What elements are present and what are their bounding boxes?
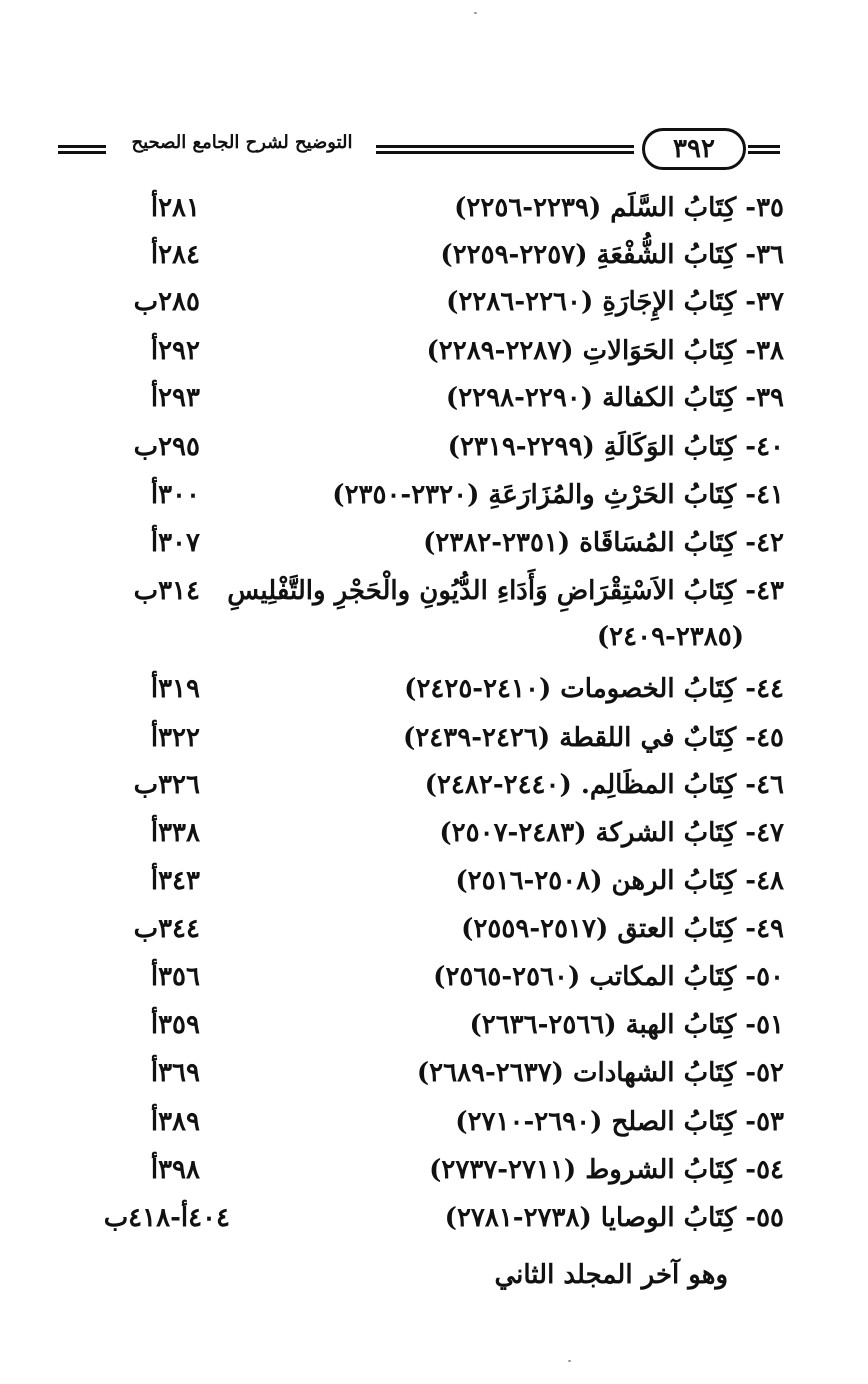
entry-title: ٤٢- كِتَابُ المُسَاقَاة (٢٣٥١-٢٣٨٢) <box>423 528 784 558</box>
toc-entry <box>60 424 784 470</box>
entry-folio: ٣٠٧أ <box>150 528 200 558</box>
entry-folio: ٢٩٢أ <box>150 336 200 366</box>
entry-title: ٣٥- كِتَابُ السَّلَم (٢٢٣٩-٢٢٥٦) <box>454 193 784 223</box>
header-rule-left <box>58 145 106 154</box>
entry-folio: ٣٣٨أ <box>150 818 200 848</box>
entry-title: ٤٥- كِتَابٌ في اللقطة (٢٤٢٦-٢٤٣٩) <box>403 723 784 753</box>
running-header <box>58 128 780 178</box>
toc-entry <box>60 1050 784 1096</box>
entry-title: ٥١- كِتَابُ الهبة (٢٥٦٦-٢٦٣٦) <box>469 1010 784 1040</box>
entry-folio: ٢٩٣أ <box>150 383 200 413</box>
entry-folio: ٣٠٠أ <box>150 480 200 510</box>
entry-title: ٣٧- كِتَابُ الإِجَارَةِ (٢٢٦٠-٢٢٨٦) <box>446 287 784 317</box>
toc-entry <box>60 906 784 952</box>
entry-folio: ٣٤٣أ <box>150 866 200 896</box>
entry-title: ٥٤- كِتَابُ الشروط (٢٧١١-٢٧٣٧) <box>429 1155 784 1185</box>
entry-title: ٥٢- كِتَابُ الشهادات (٢٦٣٧-٢٦٨٩) <box>416 1058 784 1088</box>
entry-title <box>204 568 784 660</box>
toc-entry <box>60 954 784 1000</box>
entry-folio: ٢٨١أ <box>150 193 200 223</box>
entry-title: ٥٠- كِتَابُ المكاتب (٢٥٦٠-٢٥٦٥) <box>433 962 784 992</box>
toc-entry <box>60 568 784 660</box>
entry-title: ٣٩- كِتَابُ الكفالة (٢٢٩٠-٢٢٩٨) <box>445 383 784 413</box>
toc-entry <box>60 185 784 231</box>
entry-folio: ٣٢٢أ <box>150 723 200 753</box>
entry-folio: ٢٨٥ب <box>133 287 200 317</box>
entry-folio: ٣١٤ب <box>133 576 200 606</box>
entry-title: ٤٨- كِتَابُ الرهن (٢٥٠٨-٢٥١٦) <box>455 866 784 896</box>
entry-title: ٥٣- كِتَابُ الصلح (٢٦٩٠-٢٧١٠) <box>455 1107 784 1137</box>
toc-entry <box>60 858 784 904</box>
entry-title: ٣٦- كِتَابُ الشُّفْعَةِ (٢٢٥٧-٢٢٥٩) <box>440 240 784 270</box>
toc-entry <box>60 279 784 325</box>
toc-entry <box>60 1195 784 1241</box>
entry-folio: ٢٨٤أ <box>150 240 200 270</box>
toc-entry <box>60 715 784 761</box>
entry-title-line: ٤٣- كِتَابُ الاَسْتِقْرَاضِ وَأَدَاءِ الدُّيُونِ والْحَجْرِ والتَّفْلِيسِ <box>227 576 784 606</box>
toc-entry <box>60 1147 784 1193</box>
header-rule-right <box>748 145 780 154</box>
volume-end-note: وهو آخر المجلد الثاني <box>494 1260 728 1290</box>
entry-folio: ٣٦٩أ <box>150 1058 200 1088</box>
entry-folio: ٣٤٤ب <box>133 914 200 944</box>
scan-speck <box>568 1360 571 1362</box>
entry-title: ٤٦- كِتَابُ المظَالِم. (٢٤٤٠-٢٤٨٢) <box>424 770 784 800</box>
entry-folio: ٣٩٨أ <box>150 1155 200 1185</box>
entry-folio: ٣١٩أ <box>150 674 200 704</box>
page-number: ٣٩٢ <box>642 128 746 170</box>
header-rule-middle <box>376 145 634 154</box>
entry-title: ٤٤- كِتَابُ الخصومات (٢٤١٠-٢٤٢٥) <box>404 674 784 704</box>
toc-entry <box>60 666 784 712</box>
entry-folio: ٣٢٦ب <box>133 770 200 800</box>
entry-title: ٥٥- كِتَابُ الوصايا (٢٧٣٨-٢٧٨١) <box>444 1203 784 1233</box>
header-title: التوضيح لشرح الجامع الصحيح <box>131 132 353 153</box>
entry-title: ٤١- كِتَابُ الحَرْثِ والمُزَارَعَةِ (٢٣٢٠-٢٣٥٠) <box>332 480 784 510</box>
scan-speck <box>474 12 477 14</box>
toc-entry <box>60 1099 784 1145</box>
toc-entry <box>60 232 784 278</box>
toc-entry <box>60 762 784 808</box>
entry-title: ٤٠- كِتَابُ الوَكَالَةِ (٢٢٩٩-٢٣١٩) <box>447 432 784 462</box>
entry-title: ٤٧- كِتَابُ الشركة (٢٤٨٣-٢٥٠٧) <box>439 818 784 848</box>
toc-entry <box>60 375 784 421</box>
entry-folio: ٢٩٥ب <box>133 432 200 462</box>
entry-folio: ٣٨٩أ <box>150 1107 200 1137</box>
entry-title: ٤٩- كِتَابُ العتق (٢٥١٧-٢٥٥٩) <box>461 914 784 944</box>
entry-folio: ٤٠٤أ-٤١٨ب <box>103 1203 230 1233</box>
entry-folio: ٣٥٦أ <box>150 962 200 992</box>
toc-entry <box>60 520 784 566</box>
toc-entry <box>60 472 784 518</box>
toc-entry <box>60 328 784 374</box>
toc-entry <box>60 810 784 856</box>
entry-folio: ٣٥٩أ <box>150 1010 200 1040</box>
toc-entry <box>60 1002 784 1048</box>
entry-title-continuation: (٢٣٨٥-٢٤٠٩) <box>596 622 744 652</box>
entry-title: ٣٨- كِتَابُ الحَوَالاتِ (٢٢٨٧-٢٢٨٩) <box>426 336 784 366</box>
